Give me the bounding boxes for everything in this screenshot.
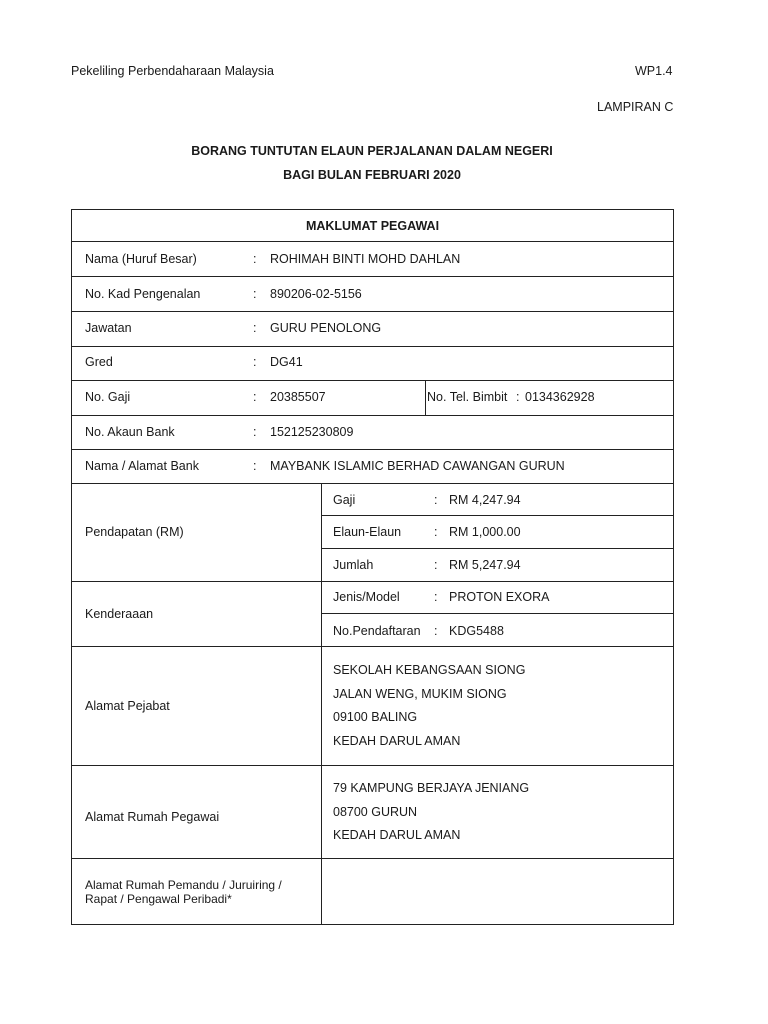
circular-title: Pekeliling Perbendaharaan Malaysia — [71, 64, 274, 78]
colon: : — [434, 624, 438, 638]
phone-label: No. Tel. Bimbit — [427, 390, 508, 404]
officer-info-table — [71, 209, 674, 925]
salary-no-value: 20385507 — [270, 390, 326, 404]
colon: : — [253, 459, 257, 473]
bank-label: Nama / Alamat Bank — [85, 459, 199, 473]
colon: : — [253, 425, 257, 439]
name-label: Nama (Huruf Besar) — [85, 252, 197, 266]
office-address-line: 09100 BALING — [333, 710, 418, 724]
home-address-line: 08700 GURUN — [333, 805, 418, 819]
total-label: Jumlah — [333, 558, 374, 572]
home-address-line: 79 KAMPUNG BERJAYA JENIANG — [333, 781, 530, 795]
colon: : — [516, 390, 520, 404]
home-address-line: KEDAH DARUL AMAN — [333, 828, 461, 842]
bank-account-label: No. Akaun Bank — [85, 425, 175, 439]
ic-value: 890206-02-5156 — [270, 287, 362, 301]
home-address-label: Alamat Rumah Pegawai — [85, 810, 220, 824]
form-title: BORANG TUNTUTAN ELAUN PERJALANAN DALAM NEGERI — [191, 144, 553, 158]
colon: : — [434, 590, 438, 604]
driver-address-label-line2: Rapat / Pengawal Peribadi* — [85, 892, 232, 906]
colon: : — [253, 321, 257, 335]
form-subtitle: BAGI BULAN FEBRUARI 2020 — [283, 168, 461, 182]
allowance-label: Elaun-Elaun — [333, 525, 402, 539]
salary-value: RM 4,247.94 — [449, 493, 521, 507]
salary-label: Gaji — [333, 493, 356, 507]
registration-label: No.Pendaftaran — [333, 624, 421, 638]
bank-value: MAYBANK ISLAMIC BERHAD CAWANGAN GURUN — [270, 459, 565, 473]
office-address-line: SEKOLAH KEBANGSAAN SIONG — [333, 663, 526, 677]
grade-label: Gred — [85, 355, 113, 369]
appendix-label: LAMPIRAN C — [597, 100, 674, 114]
model-value: PROTON EXORA — [449, 590, 550, 604]
allowance-value: RM 1,000.00 — [449, 525, 521, 539]
position-label: Jawatan — [85, 321, 132, 335]
driver-address-label-line1: Alamat Rumah Pemandu / Juruiring / — [85, 878, 282, 892]
document-code: WP1.4 — [635, 64, 673, 78]
income-label: Pendapatan (RM) — [85, 525, 184, 539]
salary-no-label: No. Gaji — [85, 390, 131, 404]
colon: : — [253, 355, 257, 369]
office-address-line: JALAN WENG, MUKIM SIONG — [333, 687, 507, 701]
bank-account-value: 152125230809 — [270, 425, 354, 439]
registration-value: KDG5488 — [449, 624, 504, 638]
total-value: RM 5,247.94 — [449, 558, 521, 572]
grade-value: DG41 — [270, 355, 303, 369]
name-value: ROHIMAH BINTI MOHD DAHLAN — [270, 252, 461, 266]
office-address-line: KEDAH DARUL AMAN — [333, 734, 461, 748]
driver-address-field[interactable] — [322, 859, 672, 923]
colon: : — [253, 287, 257, 301]
ic-label: No. Kad Pengenalan — [85, 287, 201, 301]
colon: : — [434, 493, 438, 507]
phone-value: 0134362928 — [525, 390, 595, 404]
office-address-label: Alamat Pejabat — [85, 699, 170, 713]
position-value: GURU PENOLONG — [270, 321, 382, 335]
model-label: Jenis/Model — [333, 590, 400, 604]
colon: : — [253, 252, 257, 266]
vehicle-label: Kenderaaan — [85, 607, 154, 621]
section-title: MAKLUMAT PEGAWAI — [305, 219, 440, 233]
colon: : — [434, 525, 438, 539]
colon: : — [253, 390, 257, 404]
colon: : — [434, 558, 438, 572]
